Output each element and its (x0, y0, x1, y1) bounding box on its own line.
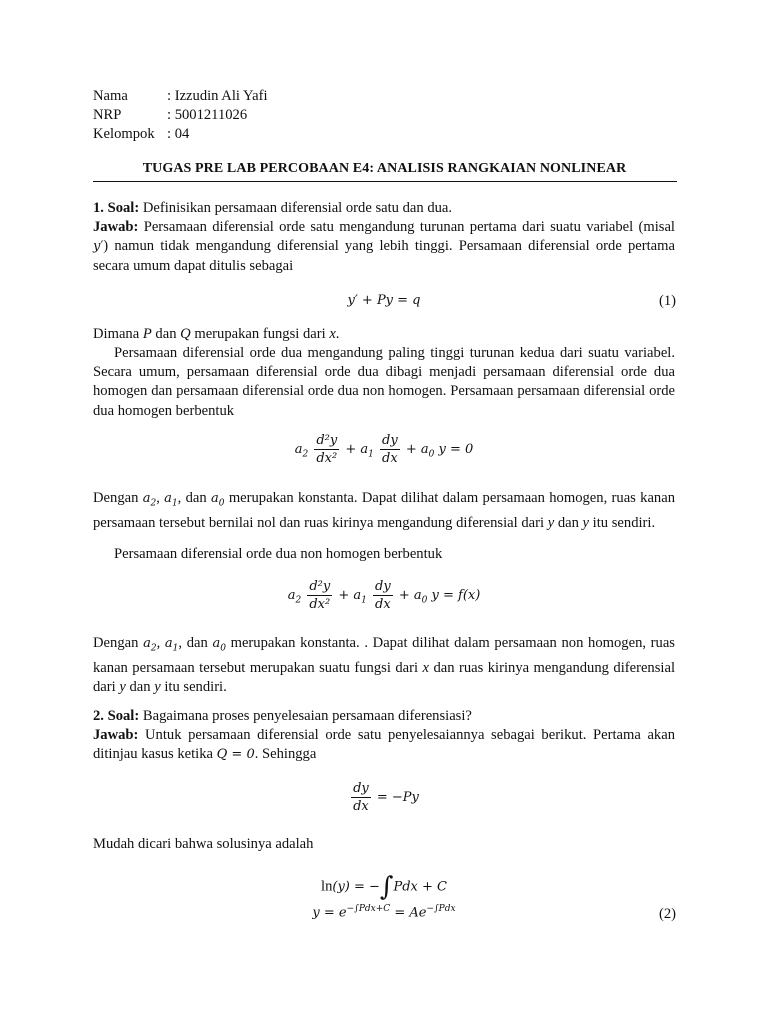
q2-answer-a: Untuk persamaan diferensial orde satu penyelesaiannya sebagai berikut. Pertama akan ditinjau kasus ketika (93, 727, 675, 763)
eq3-a2: a (287, 588, 296, 603)
equation-2 (93, 904, 675, 920)
dengan2-comma: , (156, 635, 165, 651)
eq5-ln: ln (321, 878, 333, 895)
eq6-exp1: −∫Pdx+C (346, 904, 391, 914)
equation-log-solution (93, 872, 675, 902)
nama-value: : Izzudin Ali Yafi (167, 88, 268, 104)
eq2-a0-sub: 0 (428, 449, 435, 460)
dengan2-b: merupakan konstanta. . Dapat dilihat dalam persamaan non homogen, ruas kanan persamaan tersebut merupakan suatu fungsi dari (93, 635, 675, 676)
eq2-a1-sub: 1 (368, 449, 374, 460)
q1-label: 1. Soal: (93, 200, 140, 216)
q1-text: Definisikan persamaan diferensial orde satu dan dua. (139, 200, 453, 216)
dengan2-c: dan ruas kirinya mengandung diferensial dari (93, 659, 675, 695)
equation-1-body: y′ + Py = q (347, 293, 421, 308)
eq3-frac1-den: dx² (309, 597, 331, 612)
dengan2-e: itu sendiri. (160, 679, 227, 695)
eq2-fraction-1 (314, 432, 339, 467)
nrp-label: NRP (93, 107, 122, 123)
dimana-d: . (335, 326, 340, 342)
student-info (93, 87, 268, 144)
dengan-homogeneous (93, 489, 675, 533)
dengan1-b: merupakan konstanta. Dapat dilihat dalam persamaan homogen, ruas kanan persamaan tersebut bernilai nol dan ruas kirinya mengandung diferensial dari (93, 490, 675, 531)
dengan1-dan: , dan (177, 490, 212, 506)
dimana-a: Dimana (93, 326, 143, 342)
eq3-a1: + a (338, 588, 362, 603)
eq4-num: dy (353, 781, 369, 796)
eq4-fraction (351, 780, 371, 815)
dimana-p: P (142, 326, 152, 342)
question-1 (93, 199, 675, 276)
q2-text: Bagaimana proses penyelesaian persamaan diferensiasi? (139, 708, 472, 724)
kelompok-label: Kelompok (93, 126, 155, 142)
nama-row (93, 87, 268, 106)
eq3-a0-sub: 0 (421, 595, 428, 606)
document-title: TUGAS PRE LAB PERCOBAAN E4: ANALISIS RANGKAIAN NONLINEAR (142, 161, 627, 176)
dengan1-y2: y (582, 514, 590, 531)
eq3-a2-sub: 2 (295, 595, 302, 606)
eq4-rhs: = −Py (376, 790, 419, 805)
eq2-end: y = 0 (438, 442, 474, 457)
dengan1-a: Dengan (93, 490, 143, 506)
eq5-int: Pdx + C (393, 879, 447, 895)
eq3-end: y = f(x) (431, 588, 481, 603)
dengan-non-homogeneous (93, 634, 675, 697)
dengan2-a2: $a_2$ (143, 636, 157, 654)
dengan2-a: Dengan (93, 635, 144, 651)
q1-answer-b: ) namun tidak mengandung diferensial yang lebih tinggi. Persamaan diferensial orde pertama secara umum dapat ditulis sebagai (93, 238, 675, 274)
dengan1-comma: , (156, 490, 165, 506)
eq3-fraction-2 (373, 578, 393, 613)
eq2-frac1-den: dx² (316, 451, 338, 466)
q1-answer-label: Jawab: (93, 219, 139, 236)
dengan2-a1: $a_1$ (164, 636, 179, 654)
dengan2-a0: $a_0$ (212, 636, 226, 654)
q1-answer-symbol: y′ (93, 239, 104, 255)
dengan1-d: itu sendiri. (589, 514, 656, 531)
eq3-frac2-den: dx (375, 597, 391, 612)
dengan1-a2: $a_2$ (142, 491, 157, 509)
eq5-rest: (y) = − (332, 879, 380, 895)
dimana-text (93, 325, 675, 344)
kelompok-row (93, 125, 268, 144)
dengan2-y1: y (119, 679, 126, 695)
dengan1-y1: y (547, 514, 555, 531)
equation-non-homogeneous (93, 578, 675, 613)
q2-answer-b: . Sehingga (254, 746, 317, 763)
mudah-text: Mudah dicari bahwa solusinya adalah (93, 836, 314, 852)
q2-label: 2. Soal: (93, 708, 140, 724)
dimana-c: merupakan fungsi dari (190, 326, 330, 342)
eq4-den: dx (353, 799, 369, 814)
q1-answer-a: Persamaan diferensial orde satu mengandung turunan pertama dari suatu variabel (misal (138, 219, 675, 236)
equation-1-number: (1) (658, 293, 676, 309)
title-divider (93, 181, 677, 182)
integral-icon: ∫ (379, 872, 394, 902)
eq2-frac1-num: d²y (316, 433, 338, 448)
nama-label: Nama (93, 88, 128, 104)
dengan2-d: dan (125, 679, 155, 695)
eq6-mid: = Ae (390, 905, 427, 921)
equation-separable (93, 780, 675, 815)
dimana-x: x (329, 326, 336, 342)
question-2 (93, 707, 675, 765)
dengan2-y2: y (154, 679, 161, 695)
q2-answer-label: Jawab: (93, 727, 139, 744)
eq6-lhs: y = e (312, 905, 347, 921)
dengan1-a1: $a_1$ (164, 491, 178, 509)
eq3-frac2-num: dy (375, 579, 391, 594)
dimana-b: dan (151, 326, 181, 342)
eq3-a1-sub: 1 (361, 595, 367, 606)
eq3-a0: + a (398, 588, 422, 603)
equation-2-number: (2) (658, 906, 676, 922)
dengan2-dan: , dan (178, 635, 213, 651)
dengan1-a0: $a_0$ (211, 491, 225, 509)
eq2-fraction-2 (380, 432, 400, 467)
eq2-frac2-num: dy (382, 433, 398, 448)
nrp-value: : 5001211026 (167, 107, 248, 123)
dengan1-c: dan (554, 514, 583, 531)
q2-answer-symbol: Q = 0 (216, 747, 255, 763)
paragraph-non-homogeneous: Persamaan diferensial orde dua non homogen berbentuk (114, 546, 443, 562)
equation-homogeneous (93, 432, 675, 467)
eq3-frac1-num: d²y (309, 579, 331, 594)
eq2-a2-sub: 2 (302, 449, 309, 460)
paragraph-order-two: Persamaan diferensial orde dua mengandung paling tinggi turunan kedua dari suatu variabel. Secara umum, persamaan diferensial orde dua dibagi menjadi persamaan diferensial orde dua homogen dan persamaan diferensial orde dua non homogen. Persamaan persamaan diferensial orde dua homogen berbentuk (93, 345, 675, 419)
dimana-q: Q (180, 326, 191, 342)
eq2-frac2-den: dx (382, 451, 398, 466)
nrp-row (93, 106, 268, 125)
eq2-a0: + a (405, 442, 429, 457)
kelompok-value: : 04 (167, 126, 190, 142)
equation-1 (93, 293, 675, 308)
dengan2-x: x (422, 659, 429, 676)
eq3-fraction-1 (307, 578, 332, 613)
eq2-a1: + a (345, 442, 369, 457)
eq6-exp2: −∫Pdx (426, 904, 456, 914)
eq2-a2: a (294, 442, 303, 457)
